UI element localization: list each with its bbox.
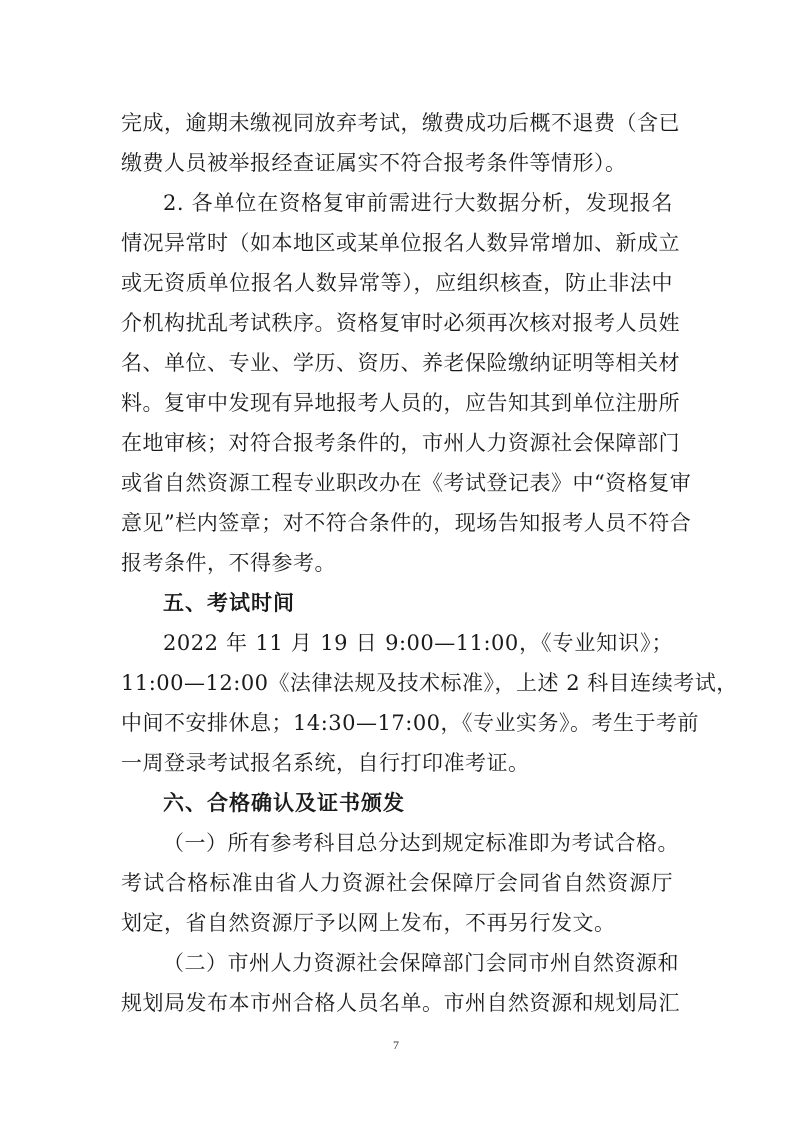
page-number: 7 [393, 1038, 399, 1052]
body-text-line: 介机构扰乱考试秩序。资格复审时必须再次核对报考人员姓 [121, 311, 680, 335]
body-text-line: 在地审核；对符合报考条件的，市州人力资源社会保障部门 [121, 431, 680, 455]
body-text-line: 或省自然资源工程专业职改办在《考试登记表》中“资格复审 [121, 471, 692, 495]
body-text-line: 2. 各单位在资格复审前需进行大数据分析，发现报名 [163, 191, 673, 215]
body-text-line: 缴费人员被举报经查证属实不符合报考条件等情形）。 [121, 151, 627, 175]
body-text-line: 报考条件，不得参考。 [121, 551, 336, 575]
body-text-line: 一周登录考试报名系统，自行打印准考证。 [121, 751, 530, 775]
body-text-line: 11:00—12:00《法律法规及技术标准》，上述 2 科目连续考试， [121, 671, 738, 695]
body-text-line: （一）所有参考科目总分达到规定标准即为考试合格。 [163, 831, 679, 855]
body-text-line: 规划局发布本市州合格人员名单。市州自然资源和规划局汇 [121, 991, 680, 1015]
body-text-line: 2022 年 11 月 19 日 9:00—11:00，《专业知识》； [163, 631, 673, 655]
body-text-line: （二）市州人力资源社会保障部门会同市州自然资源和 [163, 951, 679, 975]
section-heading-certification: 六、合格确认及证书颁发 [163, 791, 405, 815]
body-text-line: 料。复审中发现有异地报考人员的，应告知其到单位注册所 [121, 391, 680, 415]
body-text-line: 或无资质单位报名人数异常等），应组织核查，防止非法中 [121, 271, 673, 295]
body-text-line: 完成，逾期未缴视同放弃考试，缴费成功后概不退费（含已 [121, 111, 680, 135]
body-text-line: 情况异常时（如本地区或某单位报名人数异常增加、新成立 [121, 231, 680, 255]
body-text-line: 名、单位、专业、学历、资历、养老保险缴纳证明等相关材 [121, 351, 680, 375]
body-text-line: 划定，省自然资源厅予以网上发布，不再另行发文。 [121, 911, 616, 935]
body-text-line: 中间不安排休息；14:30—17:00，《专业实务》。考生于考前 [121, 711, 700, 735]
section-heading-exam-time: 五、考试时间 [163, 591, 295, 615]
body-text-line: 意见”栏内签章；对不符合条件的，现场告知报考人员不符合 [121, 511, 692, 535]
body-text-line: 考试合格标准由省人力资源社会保障厅会同省自然资源厅 [121, 871, 673, 895]
